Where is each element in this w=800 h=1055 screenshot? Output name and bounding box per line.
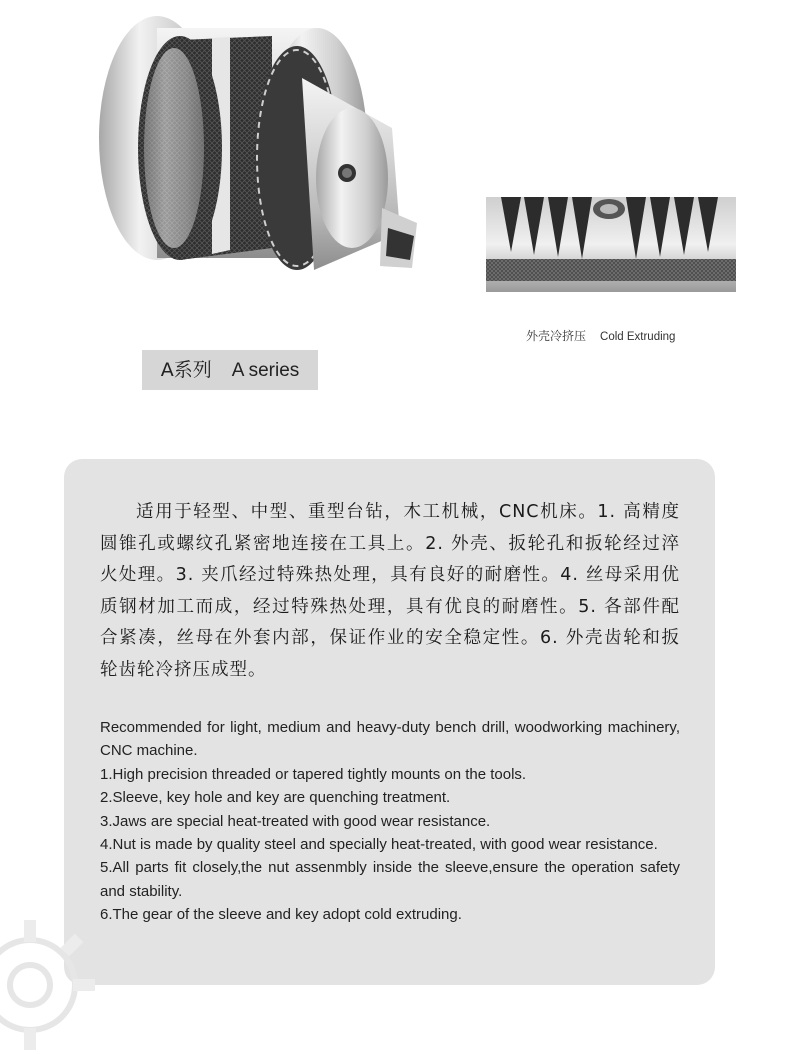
description-en-item: 2.Sleeve, key hole and key are quenching treatment. [100, 789, 451, 807]
description-en-item: 4.Nut is made by quality steel and specially heat-treated, with good wear resistance. [100, 836, 658, 854]
gear-detail-photo [486, 197, 736, 292]
description-en [100, 716, 680, 927]
caption-en: Cold Extruding [600, 331, 676, 343]
cold-extruding-caption [526, 327, 675, 344]
description-en-intro: Recommended for light, medium and heavy-duty bench drill, woodworking machinery, CNC machine. [100, 719, 680, 760]
caption-cn: 外壳冷挤压 [526, 329, 587, 343]
description-en-item: 3.Jaws are special heat-treated with good wear resistance. [100, 812, 491, 830]
series-label-en: A series [231, 360, 300, 381]
series-label-cn: A系列 [160, 359, 212, 381]
gear-watermark-icon [0, 915, 100, 1055]
description-cn: 适用于轻型、中型、重型台钻，木工机械，CNC机床。1. 高精度圆锥孔或螺纹孔紧密地连接在工具上。2. 外壳、扳轮孔和扳轮经过淬火处理。3. 夹爪经过特殊热处理，具有良好的耐磨性。4. 丝母采用优质钢材加工而成，经过特殊热处理，具有优良的耐磨性。5. 各部件配合紧凑，丝母在外套内部，保证作业的安全稳定性。6. 外壳齿轮和扳轮齿轮冷挤压成型。 [100, 502, 680, 680]
description-en-item: 6.The gear of the sleeve and key adopt cold extruding. [100, 906, 462, 924]
series-label [142, 350, 318, 390]
description-en-item: 5.All parts fit closely,the nut assenmbly inside the sleeve,ensure the operation safety and stability. [100, 859, 680, 900]
drill-chuck-photo [62, 8, 422, 308]
description-en-item: 1.High precision threaded or tapered tightly mounts on the tools. [100, 765, 527, 783]
